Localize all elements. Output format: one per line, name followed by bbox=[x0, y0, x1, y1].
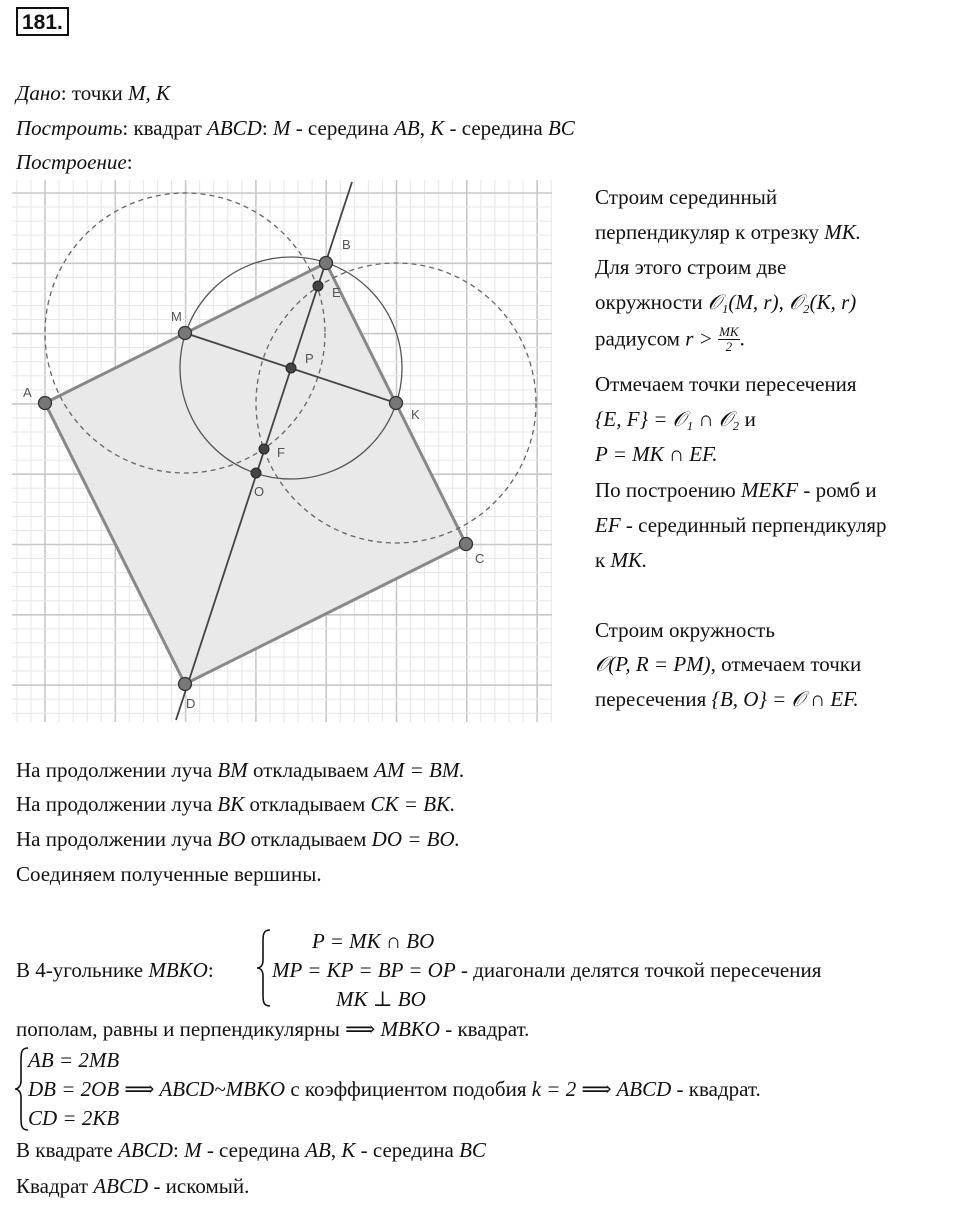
left-brace-1 bbox=[256, 928, 272, 1008]
proof-conclusion bbox=[16, 1019, 529, 1040]
right-span: , отмечаем точки bbox=[710, 652, 862, 676]
label-o: O bbox=[254, 484, 265, 499]
right-span: MEKF bbox=[740, 478, 799, 502]
point-m bbox=[179, 327, 192, 340]
final-span: K bbox=[341, 1138, 356, 1162]
step-text: На продолжении луча bbox=[16, 792, 218, 816]
point-k bbox=[390, 397, 403, 410]
construct-line bbox=[16, 118, 575, 139]
point-b bbox=[320, 257, 333, 270]
right-span: r > bbox=[685, 326, 713, 351]
right-line bbox=[595, 550, 647, 571]
proof-cont-math: MBKO bbox=[380, 1017, 440, 1041]
right-span: {E, F} = 𝒪₁ ∩ 𝒪₂ bbox=[595, 407, 740, 431]
construct-part: : bbox=[261, 116, 273, 140]
given-label: Дано bbox=[16, 81, 61, 105]
label-f: F bbox=[277, 445, 285, 460]
final-span: ABCD bbox=[118, 1138, 173, 1162]
system2-eq-2 bbox=[28, 1079, 761, 1100]
system-eq-2-tail: - диагонали делятся точкой пересечения bbox=[455, 958, 822, 982]
step-text: На продолжении луча bbox=[16, 827, 218, 851]
right-line bbox=[595, 654, 861, 675]
right-line bbox=[595, 222, 861, 243]
right-line: Отмечаем точки пересечения bbox=[595, 372, 857, 396]
proof-cont: пополам, равны и перпендикулярны ⟹ bbox=[16, 1017, 381, 1041]
right-span: и bbox=[739, 407, 756, 431]
right-span: {B, O} = 𝒪 ∩ EF. bbox=[711, 687, 859, 711]
final-span: В квадрате bbox=[16, 1138, 119, 1162]
final-span: - искомый. bbox=[148, 1174, 250, 1198]
construction-label: Построение bbox=[16, 150, 127, 174]
right-line bbox=[595, 480, 877, 501]
step-eq: AM = BM. bbox=[374, 758, 465, 782]
system-eq-2-math: MP = KP = BP = OP bbox=[272, 958, 456, 982]
right-span: - серединный перпендикуляр bbox=[620, 513, 887, 537]
label-a: A bbox=[23, 385, 32, 400]
construct-part: , bbox=[419, 116, 431, 140]
step-mid: откладываем bbox=[244, 792, 371, 816]
right-line bbox=[595, 515, 887, 536]
proof-quad: MBKO bbox=[148, 958, 208, 982]
final-span: Квадрат bbox=[16, 1174, 94, 1198]
label-b: B bbox=[342, 237, 351, 252]
label-c: C bbox=[475, 551, 485, 566]
point-d bbox=[179, 678, 192, 691]
point-o bbox=[251, 468, 261, 478]
right-span: пересечения bbox=[595, 687, 712, 711]
proof-intro-text: В 4-угольнике bbox=[16, 958, 149, 982]
point-p bbox=[286, 363, 296, 373]
construct-part: - середина bbox=[444, 116, 548, 140]
label-e: E bbox=[332, 285, 341, 300]
system-eq-1: P = MK ∩ BO bbox=[312, 929, 435, 953]
fraction-denominator: 2 bbox=[725, 338, 733, 354]
step-ray: BK bbox=[217, 792, 245, 816]
right-span: MK. bbox=[824, 220, 862, 244]
right-span: . bbox=[739, 326, 745, 351]
step-line bbox=[16, 794, 455, 815]
right-span: EF bbox=[595, 513, 621, 537]
right-span: - ромб и bbox=[798, 478, 877, 502]
construct-part: BC bbox=[547, 116, 575, 140]
problem-number: 181. bbox=[16, 7, 69, 36]
system2-eq-1: AB = 2MB bbox=[28, 1048, 120, 1072]
fraction-numerator: MK bbox=[719, 324, 739, 339]
construct-part: K bbox=[430, 116, 445, 140]
construct-part: M bbox=[272, 116, 291, 140]
construction-figure bbox=[0, 180, 560, 725]
system-eq-3: MK ⊥ BO bbox=[336, 987, 426, 1011]
system2-tail: с коэффициентом подобия bbox=[285, 1077, 532, 1101]
right-line: P = MK ∩ EF. bbox=[595, 442, 718, 466]
right-span: окружности bbox=[595, 290, 708, 314]
construct-part: : квадрат bbox=[122, 116, 208, 140]
proof-colon: : bbox=[207, 958, 214, 982]
step-line bbox=[16, 829, 460, 850]
final-span: , bbox=[330, 1138, 342, 1162]
step-ray: BM bbox=[217, 758, 248, 782]
system2-math: DB = 2OB ⟹ ABCD~MBKO bbox=[28, 1077, 286, 1101]
construct-part: - середина bbox=[290, 116, 395, 140]
right-span: радиусом bbox=[595, 326, 686, 351]
construct-part: ABCD bbox=[207, 116, 262, 140]
step-text: На продолжении луча bbox=[16, 758, 218, 782]
label-d: D bbox=[186, 696, 196, 711]
step-ray: BO bbox=[217, 827, 246, 851]
label-p: P bbox=[305, 351, 314, 366]
right-span: По построению bbox=[595, 478, 741, 502]
construction-colon: : bbox=[126, 150, 133, 174]
final-line-1 bbox=[16, 1140, 486, 1161]
right-line: Строим окружность bbox=[595, 618, 775, 642]
given-math: M, K bbox=[127, 81, 170, 105]
point-c bbox=[460, 538, 473, 551]
point-a bbox=[39, 397, 52, 410]
right-span: перпендикуляр к отрезку bbox=[595, 220, 825, 244]
system2-end: - квадрат. bbox=[671, 1077, 761, 1101]
proof-cont: - квадрат. bbox=[439, 1017, 530, 1041]
right-line bbox=[595, 292, 856, 313]
system2-eq-3: CD = 2KB bbox=[28, 1106, 120, 1130]
right-line bbox=[595, 409, 756, 430]
right-span: MK. bbox=[610, 548, 648, 572]
step-line bbox=[16, 864, 322, 885]
step-text: Соединяем полученные вершины. bbox=[16, 862, 322, 886]
step-mid: откладываем bbox=[247, 758, 374, 782]
construction-line bbox=[16, 152, 133, 173]
right-span: к bbox=[595, 548, 611, 572]
right-line bbox=[595, 689, 859, 710]
system-eq-2 bbox=[272, 960, 821, 981]
given-text: : точки bbox=[60, 81, 128, 105]
right-span: 𝒪₁(M, r), 𝒪₂(K, r) bbox=[707, 290, 857, 314]
right-line: Для этого строим две bbox=[595, 255, 787, 279]
given-line bbox=[16, 83, 170, 104]
step-line bbox=[16, 760, 465, 781]
point-f bbox=[259, 444, 269, 454]
construct-part: AB bbox=[394, 116, 420, 140]
final-span: ABCD bbox=[93, 1174, 149, 1198]
right-span: 𝒪(P, R = PM) bbox=[595, 652, 711, 676]
point-e bbox=[313, 281, 323, 291]
construct-label: Построить bbox=[16, 116, 123, 140]
system2-k: k = 2 ⟹ ABCD bbox=[531, 1077, 672, 1101]
step-eq: CK = BK. bbox=[370, 792, 456, 816]
right-line bbox=[595, 325, 745, 353]
label-k: K bbox=[411, 407, 420, 422]
final-span: M bbox=[184, 1138, 202, 1162]
step-mid: откладываем bbox=[245, 827, 372, 851]
label-m: M bbox=[171, 309, 182, 324]
final-line-2 bbox=[16, 1176, 249, 1197]
step-eq: DO = BO. bbox=[371, 827, 460, 851]
final-span: AB bbox=[305, 1138, 331, 1162]
final-span: - середина bbox=[201, 1138, 306, 1162]
final-span: - середина bbox=[355, 1138, 460, 1162]
right-line: Строим серединный bbox=[595, 185, 778, 209]
final-span: BC bbox=[459, 1138, 486, 1162]
final-span: : bbox=[172, 1138, 185, 1162]
proof-intro bbox=[16, 960, 214, 981]
fraction-mk-2 bbox=[718, 325, 740, 353]
